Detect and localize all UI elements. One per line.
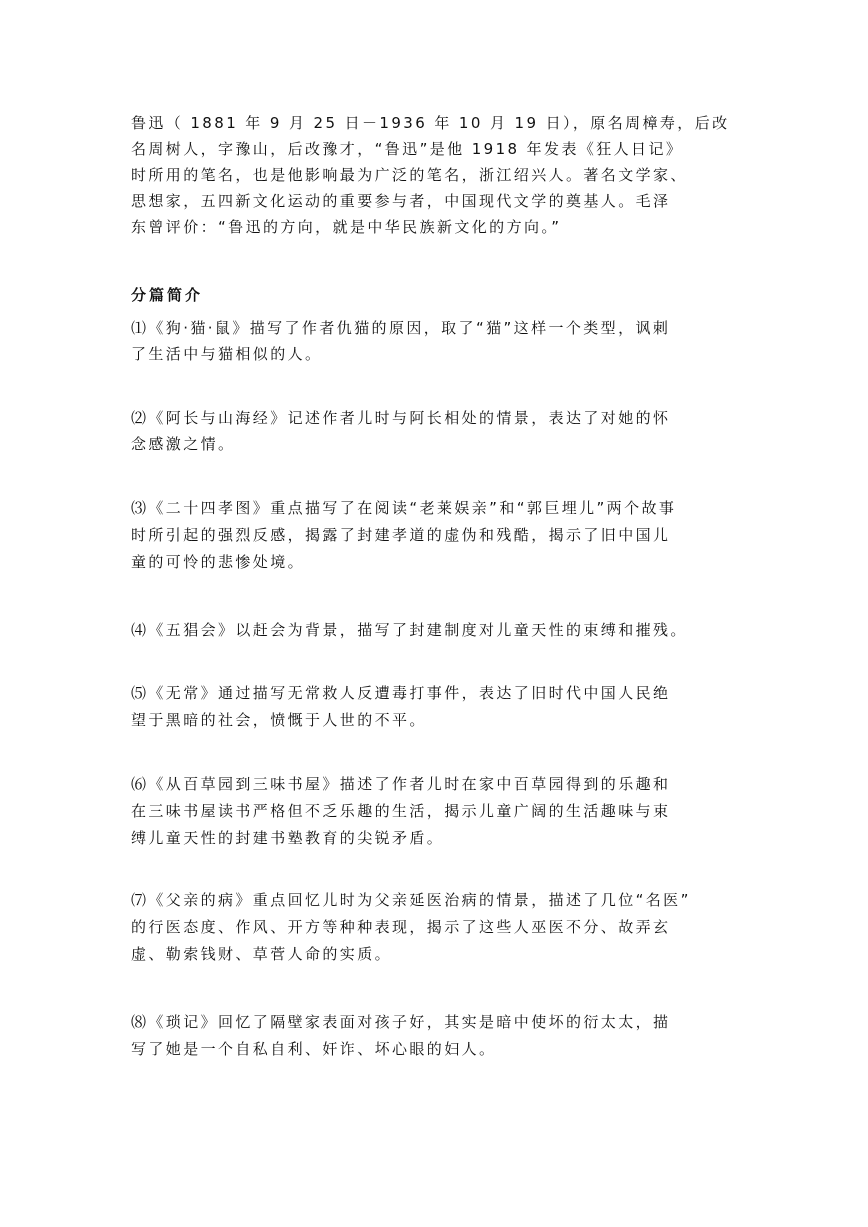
entry-line: ⑵《阿长与山海经》记述作者儿时与阿长相处的情景，表达了对她的怀 — [131, 409, 671, 427]
entry-line: 写了她是一个自私自利、奸诈、坏心眼的妇人。 — [131, 1040, 497, 1058]
entry-line: 望于黑暗的社会，愤慨于人世的不平。 — [131, 711, 427, 729]
entry-line: ⑷《五猖会》以赶会为背景，描写了封建制度对儿童天性的束缚和摧残。 — [131, 621, 688, 639]
entry-line: 在三味书屋读书严格但不乏乐趣的生活，揭示儿童广阔的生活趣味与束 — [131, 802, 671, 820]
intro-line: 名周树人，字豫山，后改豫才，“鲁迅”是他 1918 年发表《狂人日记》 — [131, 140, 684, 158]
entry-line: ⑹《从百草园到三味书屋》描述了作者儿时在家中百草园得到的乐趣和 — [131, 775, 671, 793]
entry-line: 缚儿童天性的封建书塾教育的尖锐矛盾。 — [131, 829, 445, 847]
entry-line: ⑶《二十四孝图》重点描写了在阅读“老莱娱亲”和“郭巨埋儿”两个故事 — [131, 499, 677, 517]
entry-line: 童的可怜的悲惨处境。 — [131, 553, 306, 571]
entry-line: 的行医态度、作风、开方等种种表现，揭示了这些人巫医不分、故弄玄 — [131, 918, 671, 936]
intro-line: 鲁迅（ 1881 年 9 月 25 日－1936 年 10 月 19 日），原名周樟寿，后改 — [131, 114, 730, 132]
intro-line: 东曾评价：“鲁迅的方向，就是中华民族新文化的方向。” — [131, 218, 562, 236]
intro-line: 思想家，五四新文化运动的重要参与者，中国现代文学的奠基人。毛泽 — [131, 192, 671, 210]
entry-line: 虚、勒索钱财、草菅人命的实质。 — [131, 945, 393, 963]
entry-line: 念感激之情。 — [131, 435, 236, 453]
entry-line: 了生活中与猫相似的人。 — [131, 345, 323, 363]
entry-line: ⑺《父亲的病》重点回忆儿时为父亲延医治病的情景，描述了几位“名医” — [131, 891, 691, 909]
entry-line: ⑻《琐记》回忆了隔壁家表面对孩子好，其实是暗中使坏的衍太太，描 — [131, 1013, 671, 1031]
entry-line: ⑴《狗·猫·鼠》描写了作者仇猫的原因，取了“猫”这样一个类型，讽刺 — [131, 319, 671, 337]
entry-line: 时所引起的强烈反感，揭露了封建孝道的虚伪和残酷，揭示了旧中国儿 — [131, 526, 671, 544]
intro-line: 时所用的笔名，也是他影响最为广泛的笔名，浙江绍兴人。著名文学家、 — [131, 166, 688, 184]
section-heading: 分篇简介 — [131, 286, 204, 304]
entry-line: ⑸《无常》通过描写无常救人反遭毒打事件，表达了旧时代中国人民绝 — [131, 684, 671, 702]
